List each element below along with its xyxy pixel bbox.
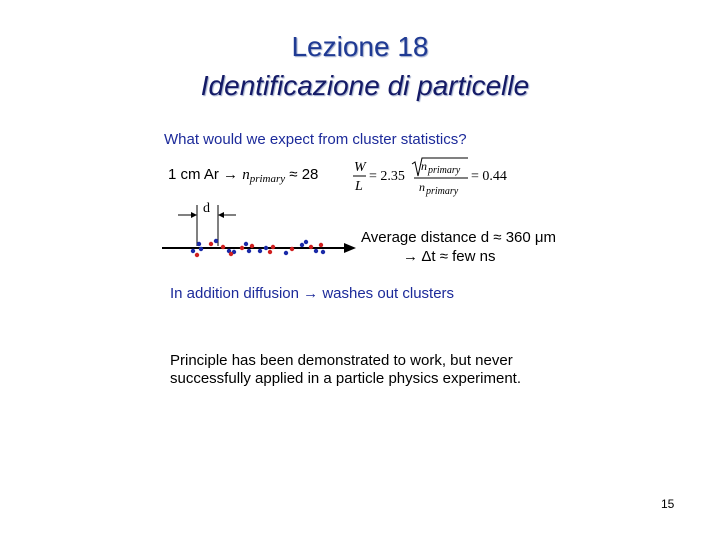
formula-n-bottom: n [419,180,425,194]
page-number: 15 [661,497,675,511]
cluster-dot [229,252,233,256]
cluster-dot [199,247,203,251]
cluster-dot [247,249,251,253]
cluster-dot [271,245,275,249]
cluster-dot [250,244,254,248]
primary-subscript: primary [249,173,286,185]
slide-title: Lezione 18 [291,31,429,62]
question-text: What would we expect from cluster statistics? [164,131,467,148]
cluster-dot [314,249,318,253]
primary-prefix: 1 cm Ar → [168,166,243,183]
d-left-arrowhead [191,212,197,218]
cluster-dot [240,246,244,250]
cluster-dot [244,242,248,246]
slide-subtitle: Identificazione di particelle [200,70,530,101]
cluster-dot [321,250,325,254]
cluster-dot [309,245,313,249]
time-spacing-text: → Δt ≈ few ns [403,248,496,265]
formula-result: = 0.44 [471,169,507,184]
formula-L: L [355,179,363,194]
track-arrowhead [344,243,356,253]
cluster-dot [264,246,268,250]
average-distance-text: Average distance d ≈ 360 μm [361,229,557,246]
cluster-dot [258,249,262,253]
cluster-dot [191,249,195,253]
cluster-dot [214,239,218,243]
cluster-dot [304,240,308,244]
d-right-arrowhead [218,212,224,218]
cluster-dot [209,242,213,246]
cluster-dot [300,243,304,247]
formula-coef: = 2.35 [369,169,405,184]
cluster-dot [284,251,288,255]
formula-W: W [354,160,366,175]
principle-note: Principle has been demonstrated to work, but never successfully applied in a particle physics experiment. [170,352,521,387]
formula-n-top: n [421,159,427,173]
cluster-dot [221,245,225,249]
primary-value: ≈ 28 [285,166,319,183]
primary-symbol: n [242,167,250,183]
cluster-dot [195,253,199,257]
distance-marker [178,201,236,246]
diffusion-note: In addition diffusion → washes out clusters [170,285,455,302]
d-label: d [203,201,210,216]
cluster-dot [319,243,323,247]
formula-sub-top: primary [428,165,461,176]
cluster-dot [268,250,272,254]
formula-sub-bottom: primary [426,186,459,197]
cluster-dot [290,247,294,251]
cluster-dot [197,242,201,246]
